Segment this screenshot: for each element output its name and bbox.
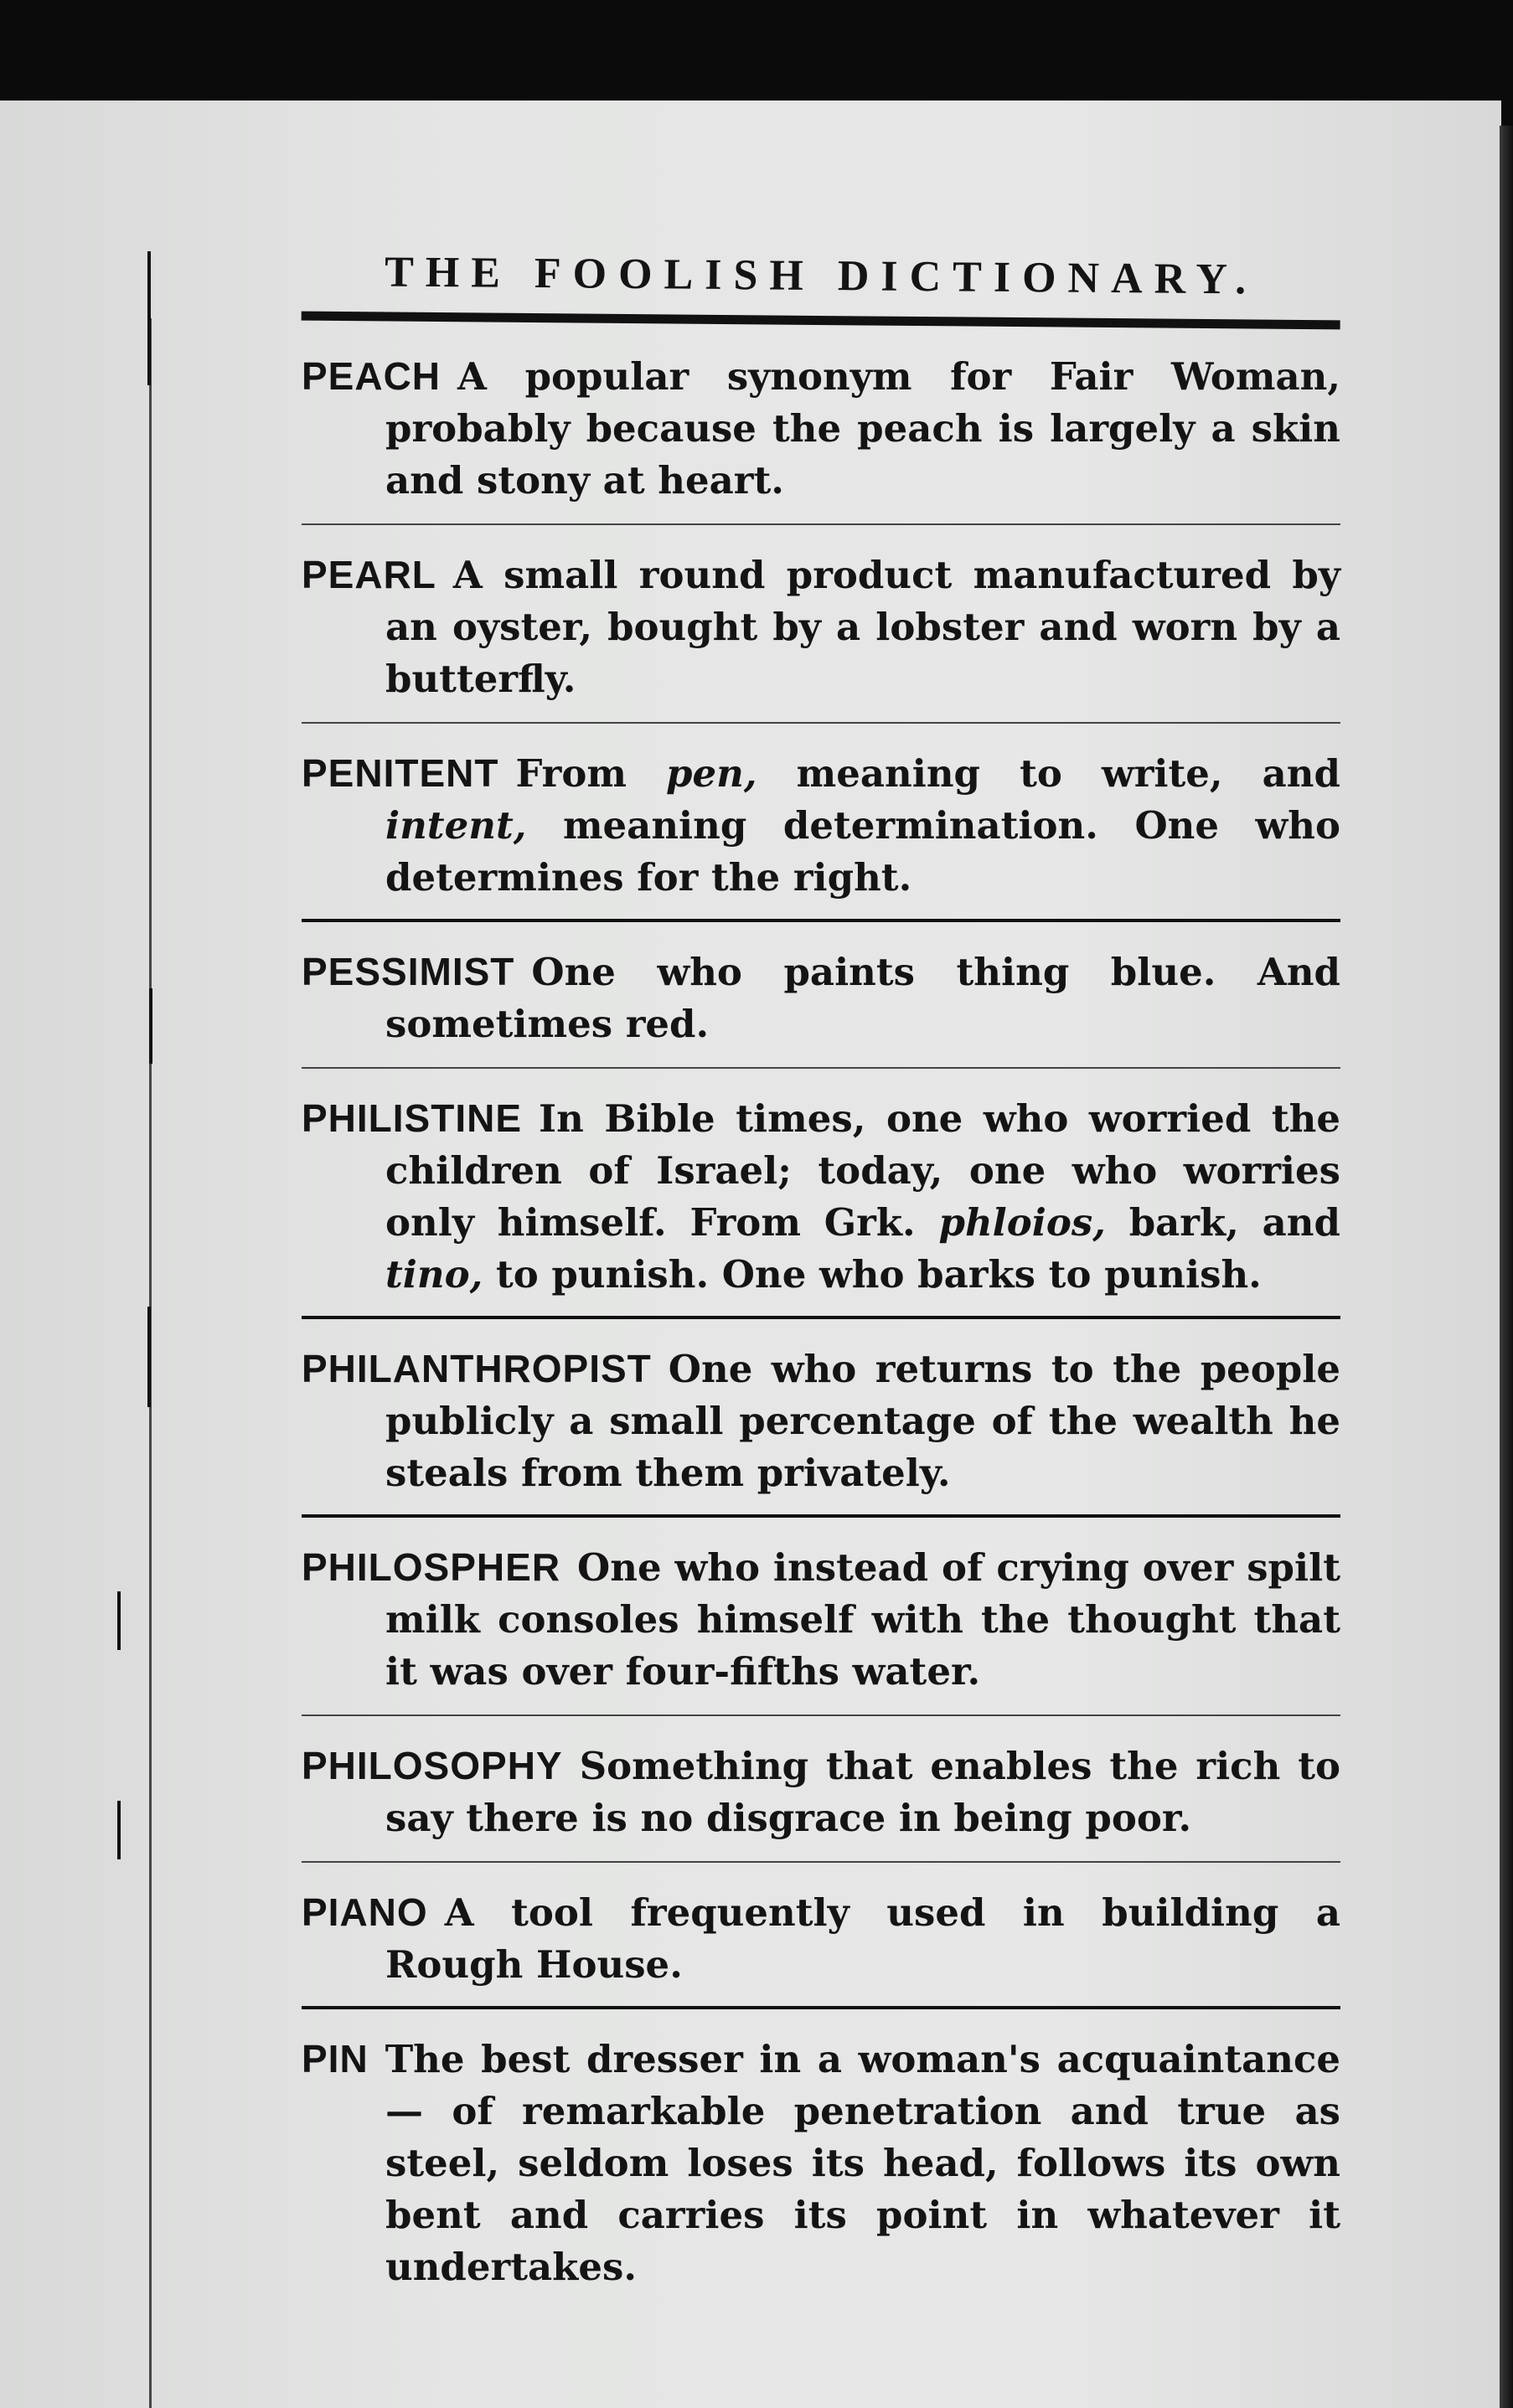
- definition-italic: phloios,: [938, 1200, 1106, 1245]
- entry-term: PIANO: [302, 1890, 428, 1934]
- binding-mark: [149, 988, 152, 1064]
- entry-term: PHILISTINE: [302, 1096, 523, 1140]
- entry-pessimist: [302, 939, 1340, 1069]
- entry-philospher: [302, 1534, 1340, 1716]
- entry-term: PENITENT: [302, 751, 499, 795]
- entry-definition: A tool frequently used in building a Rough House.: [385, 1890, 1340, 1987]
- definition-text: to punish. One who barks to punish.: [495, 1252, 1262, 1297]
- entry-term: PESSIMIST: [302, 950, 515, 993]
- entry-term: PIN: [302, 2037, 369, 2081]
- binding-mark: [117, 1591, 121, 1650]
- page-edge-shadow: [1500, 126, 1513, 2408]
- entry-philosophy: [302, 1733, 1340, 1863]
- entry-definition: Something that enables the rich to say there is no disgrace in being poor.: [385, 1744, 1340, 1840]
- binding-mark: [117, 1801, 121, 1859]
- entry-term: PHILANTHROPIST: [302, 1347, 652, 1390]
- entry-peach: [302, 343, 1340, 525]
- entry-definition: One who returns to the people publicly a small percentage of the wealth he steals from them privately.: [385, 1347, 1340, 1495]
- definition-text: In Bible times, one who worried the children of Israel; today, one who worries only himself. From Grk.: [385, 1096, 1340, 1245]
- definition-italic: pen,: [666, 751, 757, 796]
- entry-definition: [385, 1096, 1340, 1297]
- entry-term: PHILOSOPHY: [302, 1744, 563, 1787]
- binding-mark: [147, 1307, 151, 1407]
- entry-definition: The best dresser in a woman's acquaintance — of remarkable penetration and true as steel, seldom loses its head, follows its own bent and carries its point in whatever it undertakes.: [385, 2037, 1340, 2289]
- dictionary-page-content: [302, 248, 1341, 2328]
- entry-penitent: [302, 740, 1340, 922]
- definition-text: meaning to write, and: [796, 751, 1340, 796]
- entry-definition: One who instead of crying over spilt milk consoles himself with the thought that it was over four-fifths water.: [385, 1545, 1340, 1694]
- entry-philanthropist: [302, 1336, 1340, 1518]
- entry-term: PEARL: [302, 553, 436, 596]
- definition-text: From: [515, 751, 627, 796]
- entry-pearl: [302, 542, 1340, 724]
- entry-piano: [302, 1879, 1340, 2009]
- entry-definition: A popular synonym for Fair Woman, probably because the peach is largely a skin and stony at heart.: [385, 354, 1340, 503]
- entry-term: PEACH: [302, 354, 442, 398]
- running-head: THE FOOLISH DICTIONARY.: [302, 247, 1341, 330]
- entry-definition: One who paints thing blue. And sometimes red.: [385, 950, 1340, 1046]
- definition-italic: tino,: [385, 1252, 483, 1297]
- definition-text: bark, and: [1128, 1200, 1340, 1245]
- entry-pin: [302, 2026, 1340, 2312]
- entry-definition: [385, 751, 1340, 900]
- entry-definition: A small round product manufactured by an oyster, bought by a lobster and worn by a butterfly.: [385, 553, 1340, 701]
- entry-term: PHILOSPHER: [302, 1545, 561, 1589]
- definition-italic: intent,: [385, 803, 527, 848]
- entry-philistine: [302, 1085, 1340, 1319]
- binding-mark: [147, 251, 151, 385]
- definition-text: meaning determination. One who determines for the right.: [385, 803, 1341, 900]
